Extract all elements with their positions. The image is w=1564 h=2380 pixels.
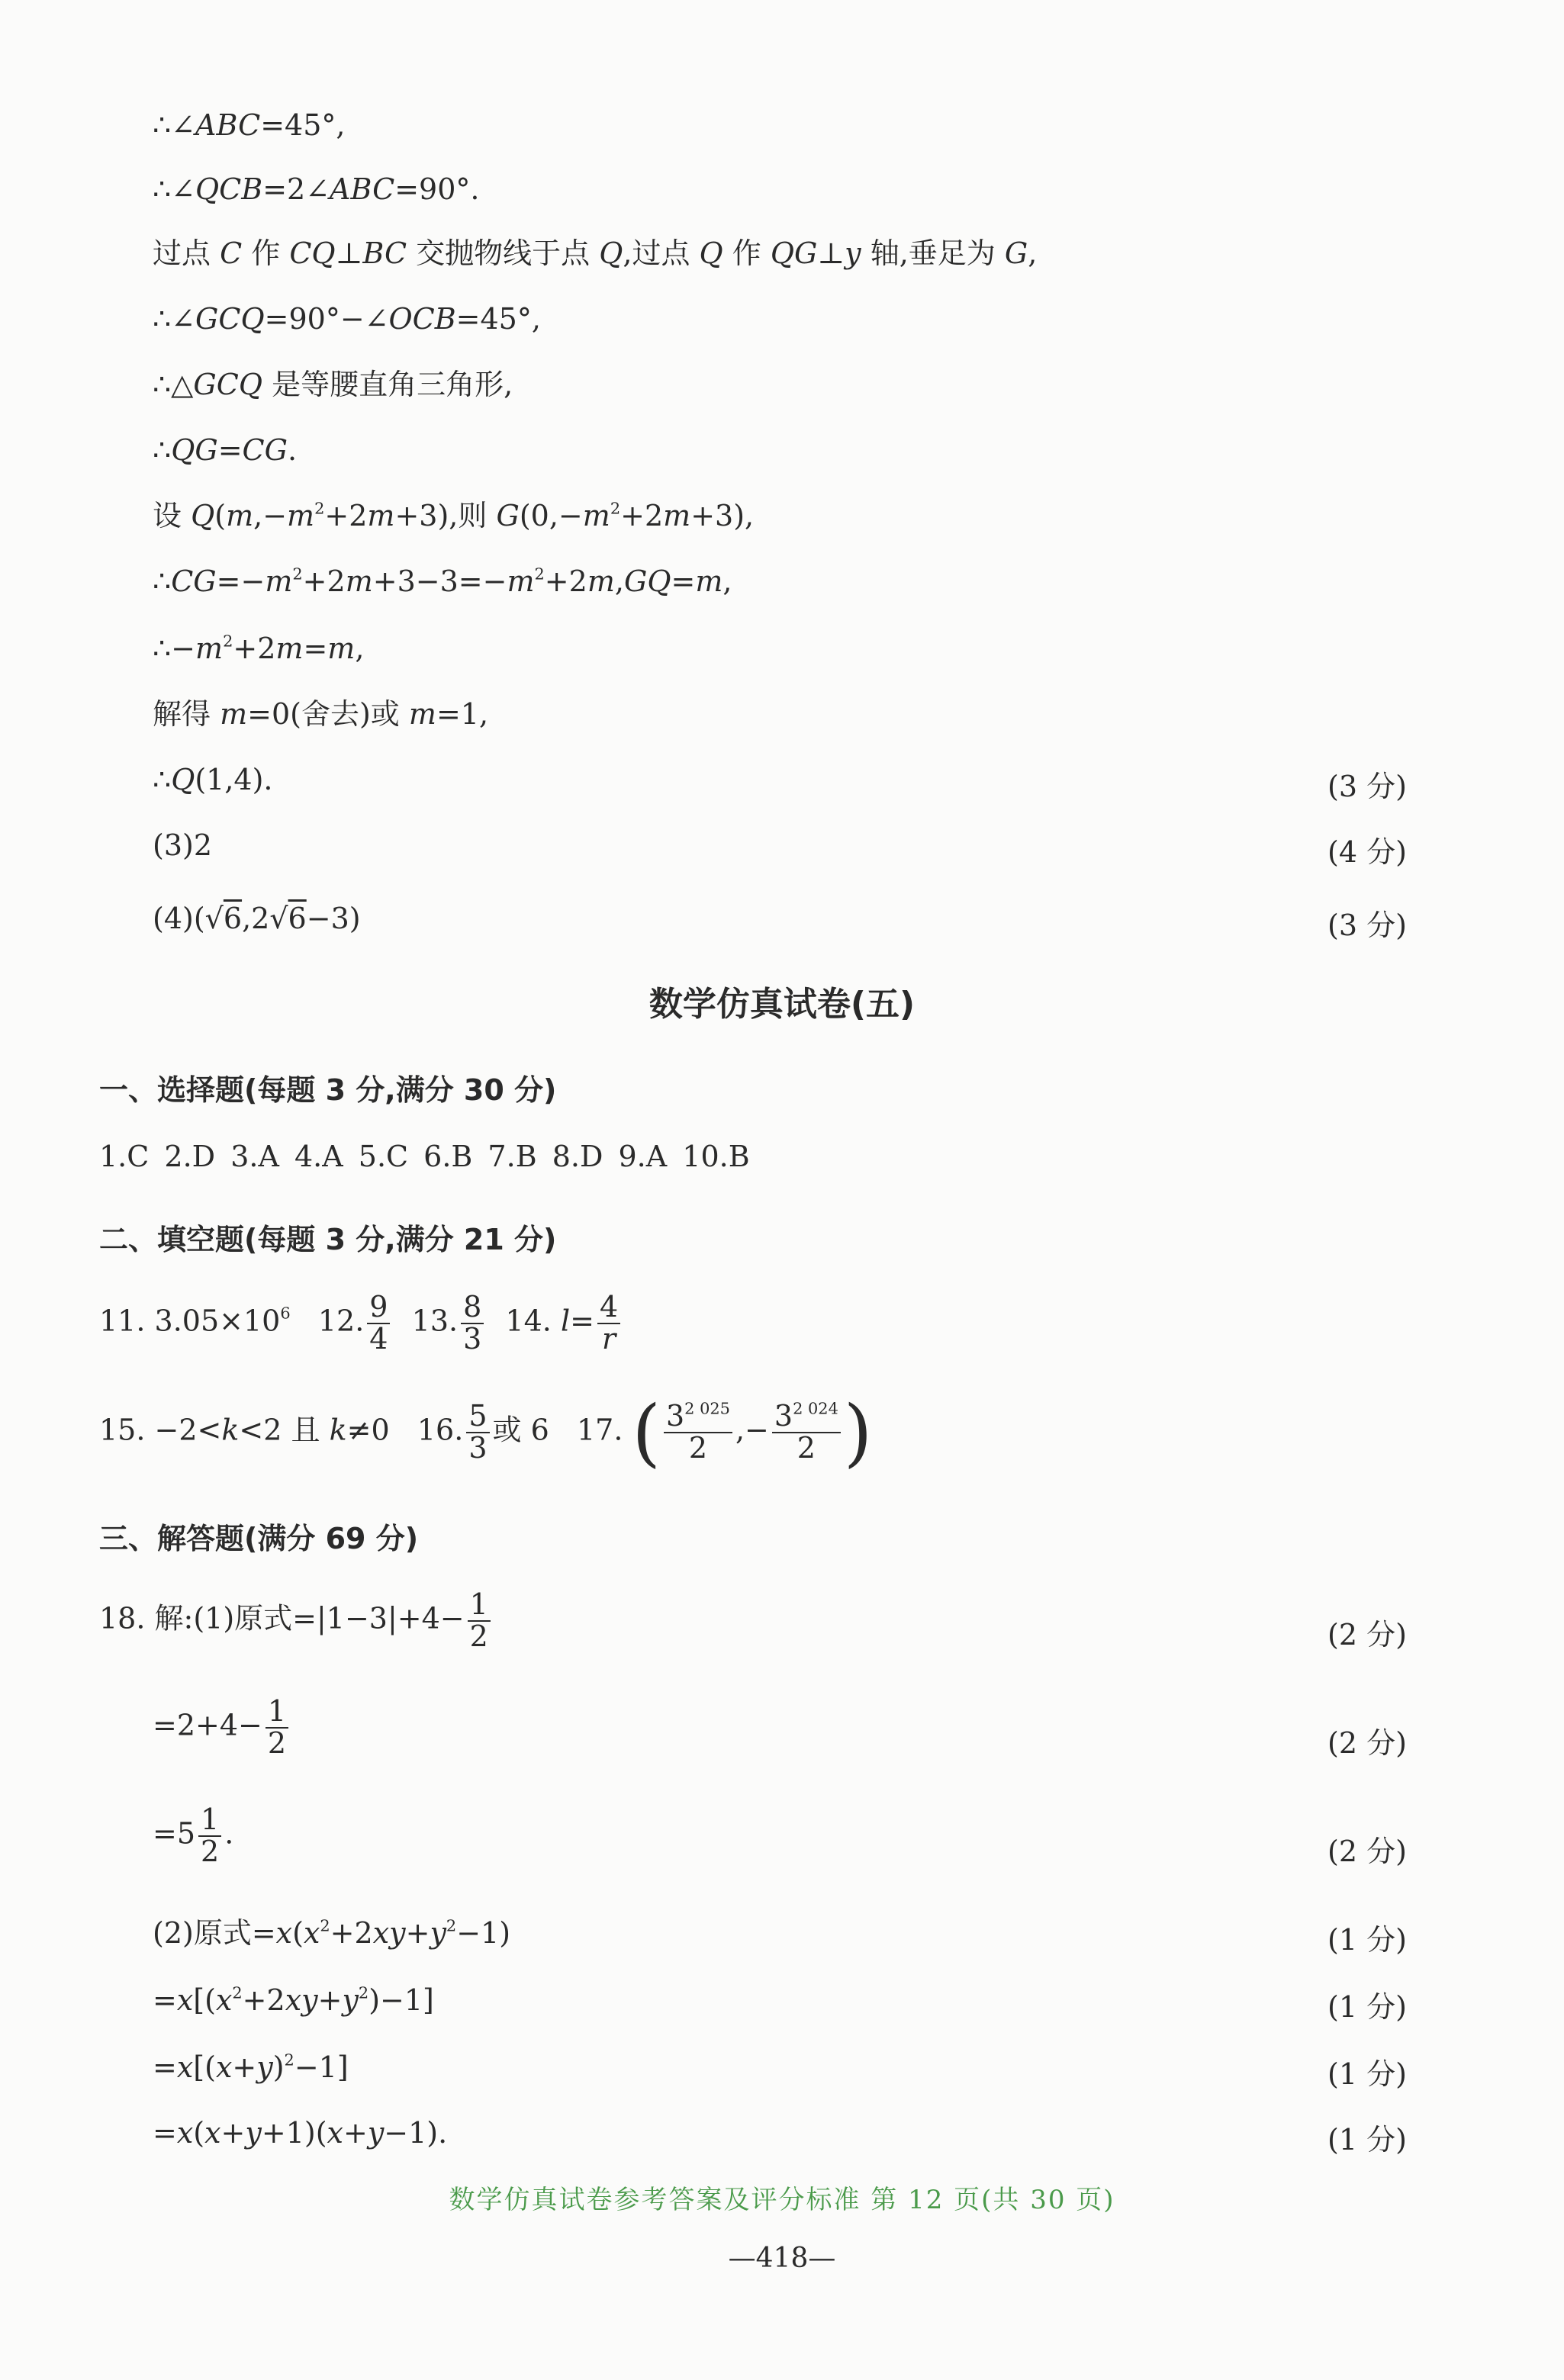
solution-line: =x(x+y+1)(x+y−1). <box>153 2116 448 2150</box>
score-label: (3 分) <box>1327 909 1407 942</box>
score-label: (2 分) <box>1327 1618 1407 1652</box>
score-label: (1 分) <box>1327 1923 1407 1957</box>
solution-line: ∴∠ABC=45°, <box>153 108 346 142</box>
fill-answer-row: 11. $3.05\times 10^6$ 12. $\frac{9}{4}$ 13. $\frac{8}{3}$ 14. l= $\frac{4}{r}$ <box>99 1292 623 1355</box>
solution-line: ∴∠GCQ=90°−∠OCB=45°, <box>153 302 541 336</box>
score-label: (1 分) <box>1327 2123 1407 2156</box>
solution-line: $=x[(x+y)^2-1]$ <box>153 2050 349 2084</box>
section-heading-fill: 二、填空题(每题 3 分,满分 21 分) <box>99 1223 557 1256</box>
fill-answer-row: 15. −2<k<2 且 k≠0 16. $\frac{5}{3}$ 或 6 17. ( $\frac{3^{2 025}}{2}$ ,− $\frac{3^{2 024}}{2}$ ) <box>99 1390 873 1475</box>
solution-line: (4)(√ 6,2√ 6−3) <box>153 902 361 937</box>
solution-line: $=x[(x^2+2xy+y^2)-1]$ <box>153 1983 434 2017</box>
solution-line: 解得 m=0(舍去)或 m=1, <box>153 697 489 731</box>
score-label: (1 分) <box>1327 2057 1407 2091</box>
score-label: (3 分) <box>1327 770 1407 803</box>
solution-line: ∴△GCQ 是等腰直角三角形, <box>153 368 513 401</box>
page-footer: 数学仿真试卷参考答案及评分标准 第 12 页(共 30 页) <box>449 2185 1115 2215</box>
solution-line: ∴Q(1,4). <box>153 763 273 796</box>
solution-line: 设 $Q(m,-m^2+2m+3)$,则 $G(0,-m^2+2m+3)$, <box>153 499 755 532</box>
solution-line: (2)原式$=x(x^2+2xy+y^2-1)$ <box>153 1916 511 1950</box>
score-label: (4 分) <box>1327 835 1407 869</box>
score-label: (1 分) <box>1327 1990 1407 2024</box>
solution-line: (3)2 <box>153 828 213 862</box>
solution-line: =5 $\frac{1}{2}$ . <box>153 1803 234 1868</box>
section-heading-choice: 一、选择题(每题 3 分,满分 30 分) <box>99 1073 557 1107</box>
page-number: —418— <box>728 2243 836 2274</box>
solution-line: 18. 解:(1)原式=|1−3|+4− $\frac{1}{2}$ <box>99 1590 494 1652</box>
solution-line: 过点 C 作 CQ⊥BC 交抛物线于点 Q,过点 Q 作 QG⊥y 轴,垂足为 G, <box>153 236 1038 270</box>
solution-line: $\therefore CG=-m^2+2m+3-3=-m^2+2m,GQ=m$, <box>153 564 732 598</box>
section-heading-solve: 三、解答题(满分 69 分) <box>99 1522 419 1555</box>
solution-line: ∴∠QCB=2∠ABC=90°. <box>153 172 480 206</box>
solution-line: =2+4− $\frac{1}{2}$ <box>153 1697 291 1759</box>
choice-answers: 1.C 2.D 3.A 4.A 5.C 6.B 7.B 8.D 9.A 10.B <box>99 1140 750 1173</box>
exam-title: 数学仿真试卷(五) <box>648 985 916 1024</box>
score-label: (2 分) <box>1327 1835 1407 1868</box>
solution-line: $\therefore-m^2+2m=m$, <box>153 632 365 665</box>
score-label: (2 分) <box>1327 1726 1407 1760</box>
solution-line: ∴QG=CG. <box>153 433 298 467</box>
